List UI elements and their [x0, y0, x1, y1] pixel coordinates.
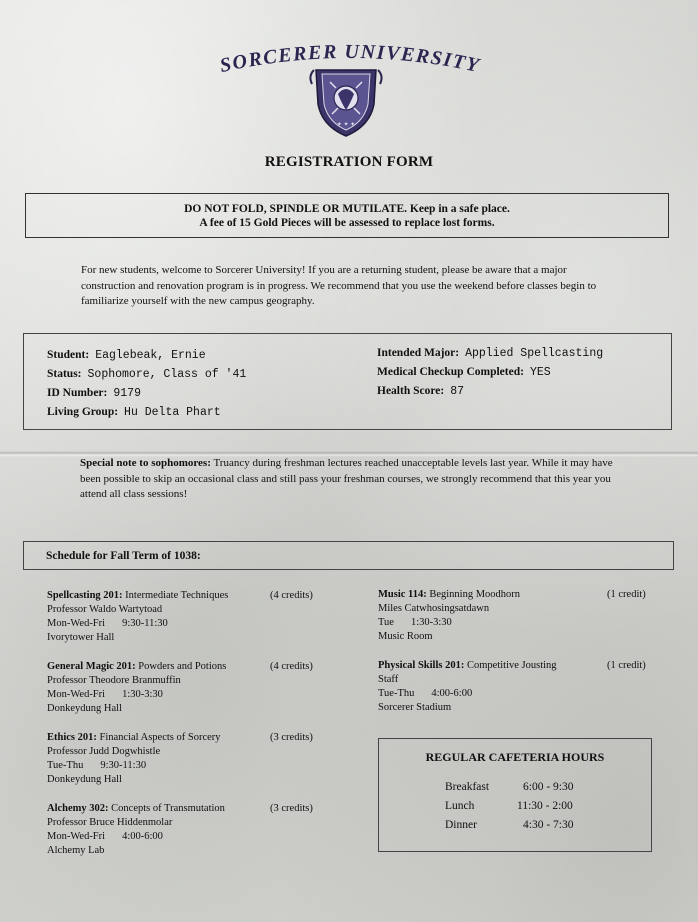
course-block — [378, 588, 658, 644]
course-credits: (1 credit) — [607, 589, 646, 600]
course-days: Mon-Wed-Fri — [47, 618, 106, 629]
course-credits: (4 credits) — [270, 661, 313, 672]
schedule-title-box — [23, 541, 674, 570]
course-professor: Professor Judd Dogwhistle — [47, 746, 161, 757]
intended-major-value: Applied Spellcasting — [465, 347, 604, 360]
course-days: Tue — [378, 617, 394, 628]
course-credits: (4 credits) — [270, 590, 313, 601]
course-name: Financial Aspects of Sorcery — [99, 732, 221, 743]
course-location: Donkeydung Hall — [47, 774, 122, 785]
course-code: General Magic 201: — [47, 661, 136, 672]
intended-major-label: Intended Major: — [377, 347, 460, 359]
university-crest-icon — [308, 64, 384, 140]
course-professor: Professor Waldo Wartytoad — [47, 604, 163, 615]
living-group-label: Living Group: — [47, 406, 119, 418]
sophomore-note-text: Truancy during freshman lectures reached unacceptable levels last year. While it may have been possible to skip an occasional class and still pass your freshman courses, we strongly recommend that this year you attend all class sessions! — [80, 457, 613, 500]
living-group-field — [47, 406, 221, 419]
course-name: Intermediate Techniques — [125, 590, 229, 601]
course-time: 4:00-6:00 — [431, 688, 473, 699]
course-time: 1:30-3:30 — [122, 689, 163, 700]
intro-paragraph: For new students, welcome to Sorcerer University! If you are a returning student, please be aware that a major construction and renovation program is in progress. We recommend that you use the weekend before classes begin to familiarize yourself with the new campus geography. — [81, 264, 597, 307]
course-time: 9:30-11:30 — [122, 618, 168, 629]
cafeteria-hours-box — [378, 738, 652, 852]
course-time: 4:00-6:00 — [122, 831, 163, 842]
course-code: Music 114: — [378, 589, 427, 600]
schedule-title: Schedule for Fall Term of 1038: — [46, 550, 201, 562]
student-info-box — [23, 333, 672, 430]
course-location: Sorcerer Stadium — [378, 702, 452, 713]
warning-box — [25, 193, 669, 238]
course-block — [47, 660, 337, 716]
course-block — [47, 731, 337, 787]
course-code: Alchemy 302: — [47, 803, 109, 814]
course-professor: Professor Theodore Branmuffin — [47, 675, 181, 686]
course-location: Ivorytower Hall — [47, 632, 115, 643]
meal-hours: 6:00 - 9:30 — [523, 781, 574, 793]
course-name: Competitive Jousting — [466, 660, 557, 671]
course-name: Concepts of Transmutation — [111, 803, 225, 814]
course-location: Alchemy Lab — [47, 845, 105, 856]
health-score-field — [377, 385, 464, 398]
status-field — [47, 368, 246, 381]
course-code: Spellcasting 201: — [47, 590, 123, 601]
warning-line-1: DO NOT FOLD, SPINDLE OR MUTILATE. Keep in a safe place. — [184, 203, 510, 215]
course-time: 1:30-3:30 — [410, 617, 452, 628]
meal-hours: 11:30 - 2:00 — [517, 800, 573, 812]
intended-major-field — [377, 347, 603, 360]
medical-checkup-label: Medical Checkup Completed: — [377, 366, 524, 378]
svg-text:SORCERER UNIVERSITY: SORCERER UNIVERSITY — [217, 40, 483, 78]
course-block — [47, 802, 337, 858]
course-professor: Professor Bruce Hiddenmolar — [47, 817, 173, 828]
id-number-field — [47, 387, 141, 400]
course-location: Donkeydung Hall — [47, 703, 122, 714]
course-time: 9:30-11:30 — [100, 760, 147, 771]
course-professor: Miles Catwhosingsatdawn — [378, 603, 490, 614]
student-name-field — [47, 349, 206, 362]
course-credits: (3 credits) — [270, 732, 313, 743]
medical-checkup-value: YES — [529, 366, 551, 379]
student-name-value: Eaglebeak, Ernie — [95, 349, 206, 362]
course-block — [378, 659, 658, 715]
svg-text:✦ ✦ ✦: ✦ ✦ ✦ — [336, 122, 356, 128]
course-days: Mon-Wed-Fri — [47, 689, 106, 700]
course-name: Powders and Potions — [138, 661, 227, 672]
sophomore-note-label: Special note to sophomores: — [80, 457, 211, 469]
course-location: Music Room — [378, 631, 433, 642]
course-days: Tue-Thu — [47, 760, 84, 771]
meal-hours: 4:30 - 7:30 — [523, 819, 574, 831]
sophomore-note — [80, 456, 625, 503]
course-code: Physical Skills 201: — [378, 660, 465, 671]
meal-name: Breakfast — [445, 781, 490, 793]
status-label: Status: — [47, 368, 82, 380]
meal-name: Lunch — [445, 800, 475, 812]
course-name: Beginning Moodhorn — [429, 589, 521, 600]
cafeteria-title: REGULAR CAFETERIA HOURS — [425, 750, 605, 764]
course-code: Ethics 201: — [47, 732, 97, 743]
form-title: REGISTRATION FORM — [264, 154, 434, 170]
course-block — [47, 589, 337, 645]
course-professor: Staff — [378, 674, 399, 685]
health-score-label: Health Score: — [377, 385, 445, 397]
course-days: Tue-Thu — [378, 688, 415, 699]
id-number-value: 9179 — [113, 387, 141, 400]
course-credits: (1 credit) — [607, 660, 646, 671]
living-group-value: Hu Delta Phart — [124, 406, 221, 419]
student-name-label: Student: — [47, 349, 90, 361]
id-number-label: ID Number: — [47, 387, 108, 399]
meal-name: Dinner — [445, 819, 477, 831]
status-value: Sophomore, Class of '41 — [87, 368, 247, 381]
course-days: Mon-Wed-Fri — [47, 831, 106, 842]
medical-checkup-field — [377, 366, 551, 379]
course-credits: (3 credits) — [270, 803, 313, 814]
health-score-value: 87 — [450, 385, 464, 398]
warning-line-2: A fee of 15 Gold Pieces will be assessed to replace lost forms. — [199, 217, 495, 229]
